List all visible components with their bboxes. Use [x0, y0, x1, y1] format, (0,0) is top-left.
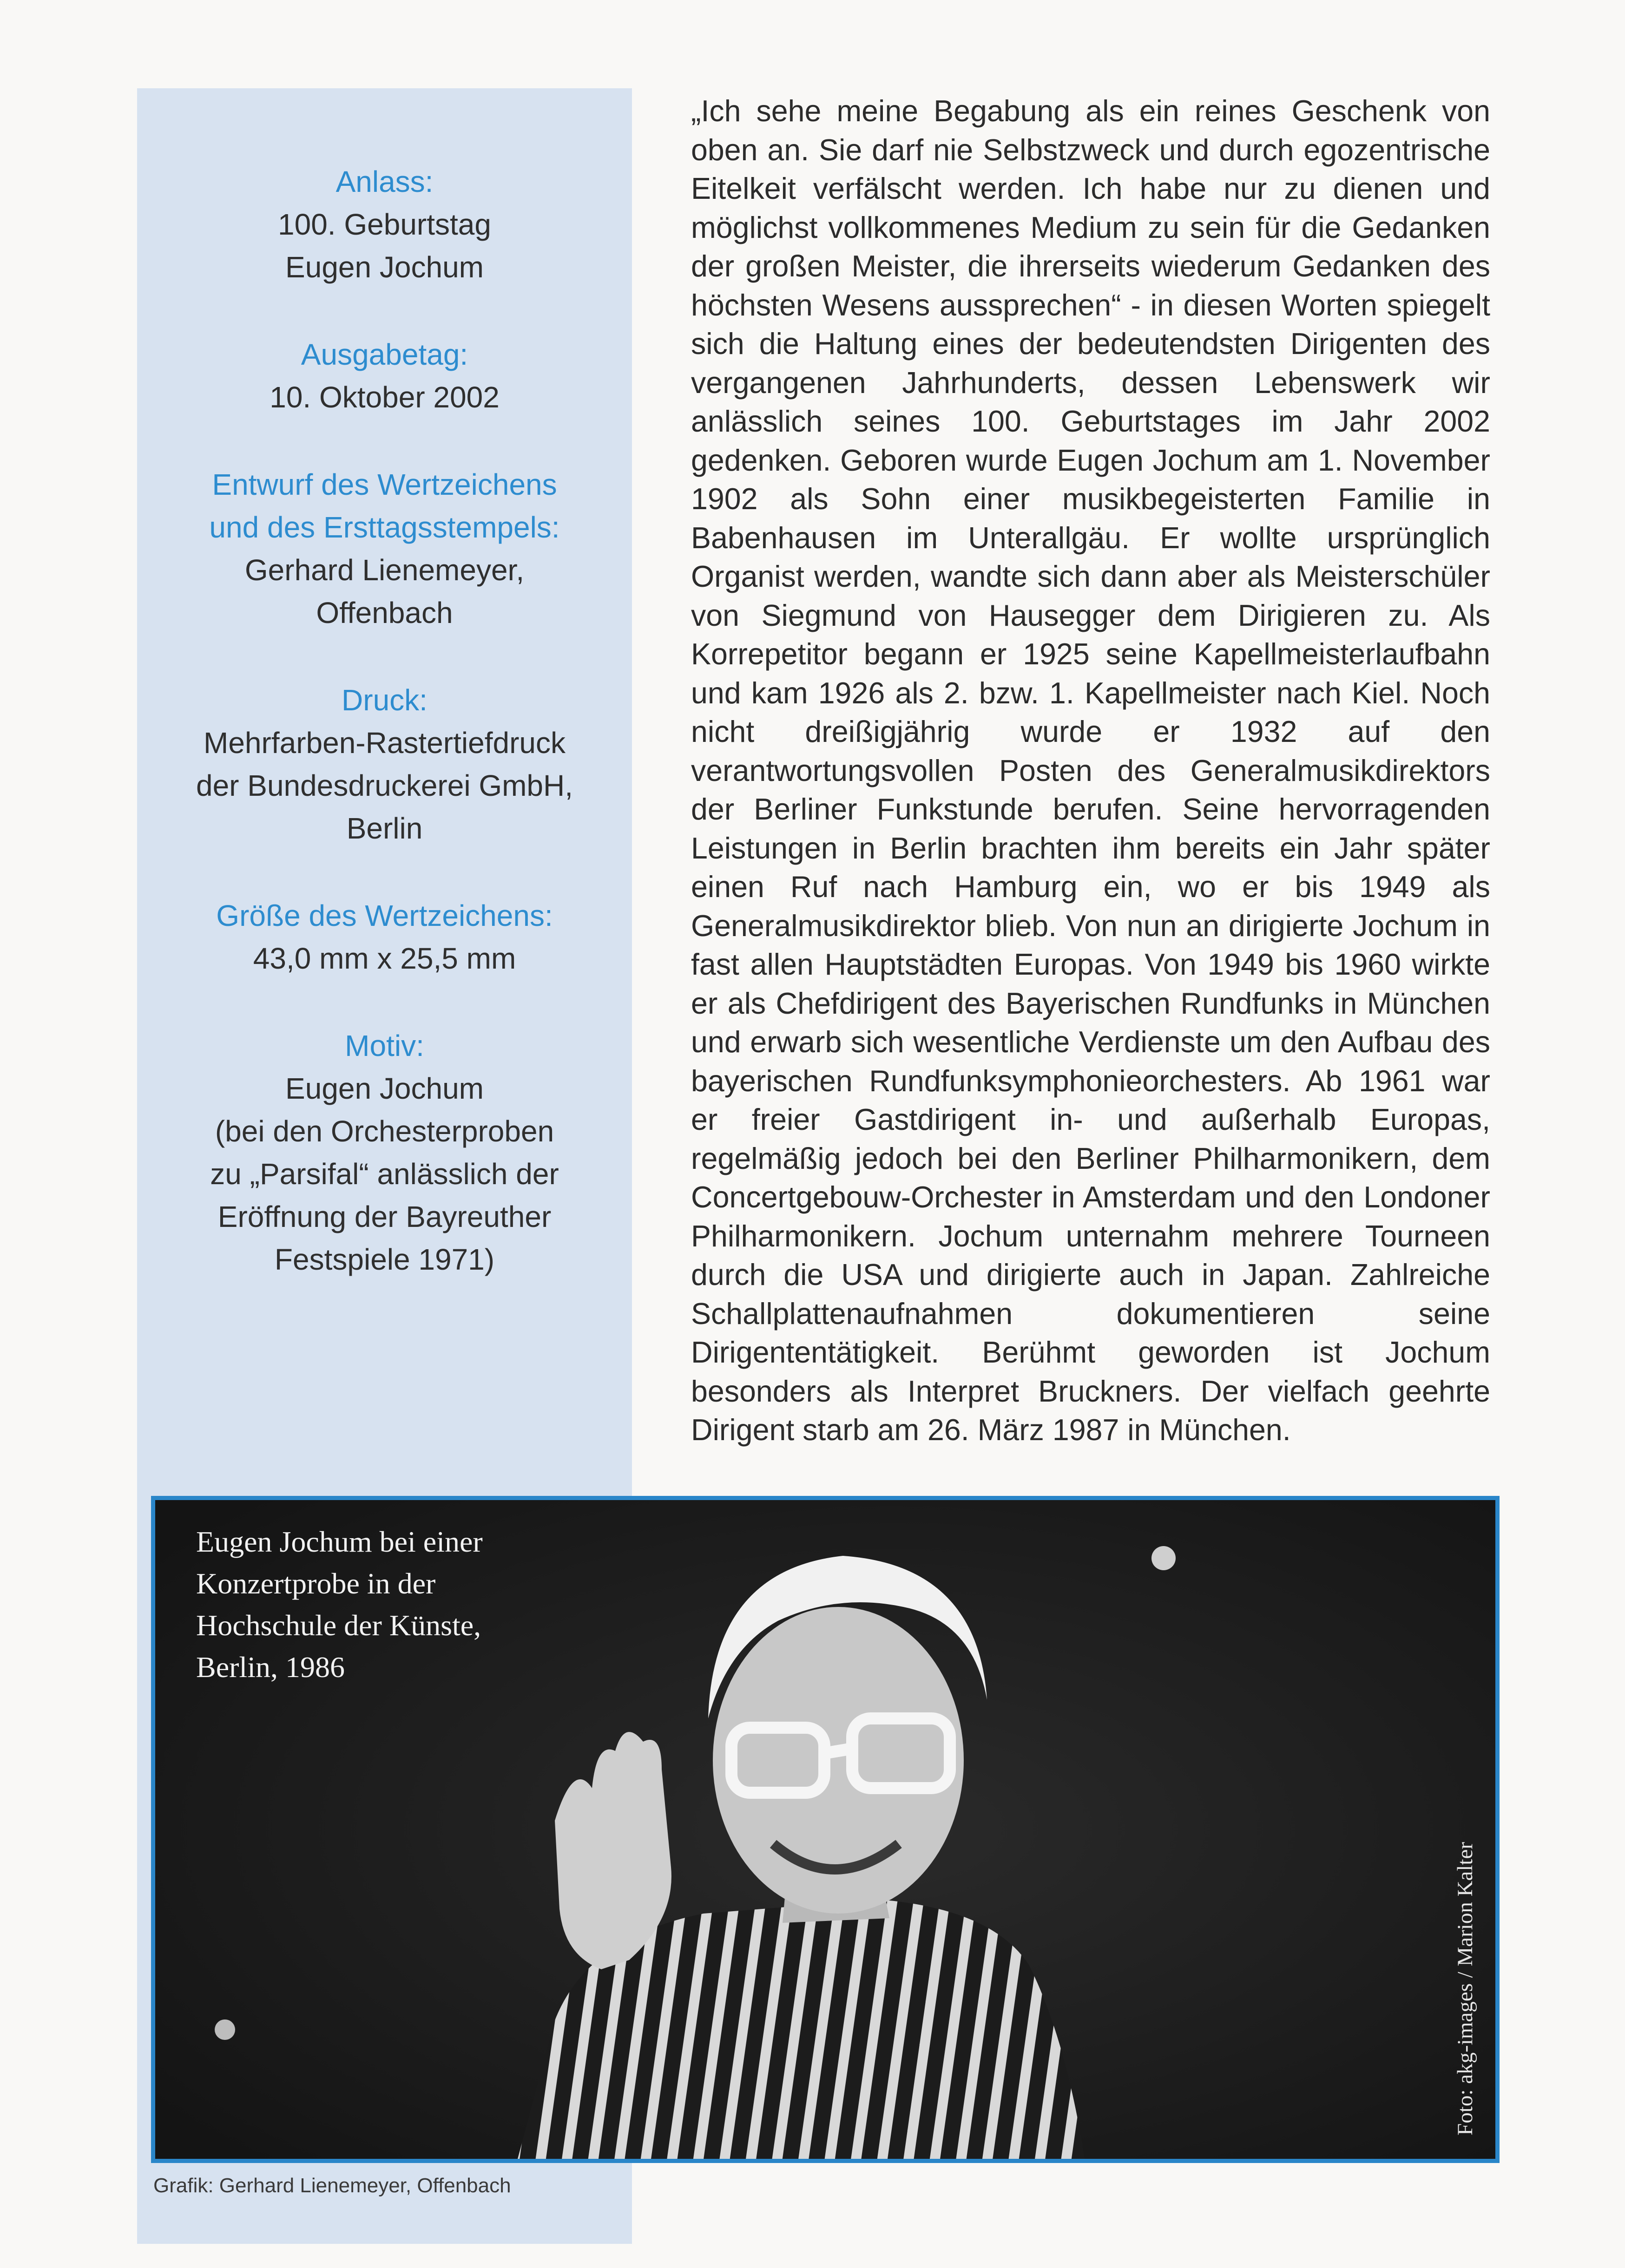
fact-value-line: Berlin [346, 812, 423, 845]
fact-value-line: 43,0 mm x 25,5 mm [253, 942, 516, 975]
fact-value-line: Gerhard Lienemeyer, [244, 553, 525, 587]
fact-value-line: der Bundesdruckerei GmbH, [196, 769, 573, 802]
fact-value-line: 100. Geburtstag [278, 208, 491, 241]
fact-value-line: Eröffnung der Bayreuther [217, 1200, 552, 1233]
fact-ausgabetag [137, 333, 632, 419]
fact-anlass [137, 160, 632, 288]
fact-value-line: Mehrfarben-Rastertiefdruck [204, 726, 566, 760]
caption-line: Hochschule der Künste, [196, 1609, 481, 1642]
fact-value-line: Eugen Jochum [285, 1072, 484, 1105]
fact-value-line: Festspiele 1971) [274, 1243, 495, 1276]
stage-light [215, 2019, 235, 2040]
fact-value-line: (bei den Orchesterproben [215, 1114, 554, 1148]
fact-label: Anlass: [336, 165, 434, 198]
stage-light [1151, 1546, 1176, 1570]
fact-motiv [137, 1024, 632, 1281]
fact-label: und des Ersttagsstempels: [209, 511, 560, 544]
fact-label: Ausgabetag: [301, 338, 468, 371]
photo-caption [196, 1521, 614, 1688]
fact-label: Größe des Wertzeichens: [216, 899, 553, 932]
fact-label: Entwurf des Wertzeichens [212, 468, 557, 501]
caption-line: Eugen Jochum bei einer [196, 1525, 483, 1558]
fact-value-line: Eugen Jochum [285, 250, 484, 284]
photo-frame [151, 1496, 1500, 2163]
caption-line: Konzertprobe in der [196, 1567, 436, 1600]
grafik-credit: Grafik: Gerhard Lienemeyer, Offenbach [153, 2174, 511, 2197]
fact-groesse [137, 894, 632, 980]
fact-value-line: 10. Oktober 2002 [270, 380, 500, 414]
stamp-facts [137, 160, 632, 1325]
fact-label: Motiv: [345, 1029, 424, 1062]
caption-line: Berlin, 1986 [196, 1651, 345, 1684]
fact-value-line: Offenbach [316, 596, 453, 629]
biography-text: „Ich sehe meine Begabung als ein reines Geschenk von oben an. Sie darf nie Selbstzweck und durch egozentrische Eitelkeit verfälscht werden. Ich habe nur zu dienen und möglichst vollkommenes Medium zu sein für die Gedanken der großen Meister, die ihrerseits wiederum Gedanken des höchsten Wesens aussprechen“ - in diesen Worten spiegelt sich die Haltung eines der bedeutendsten Dirigenten des vergangenen Jahrhunderts, dessen Lebenswerk wir anlässlich seines 100. Geburtstages im Jahr 2002 gedenken. Geboren wurde Eugen Jochum am 1. November 1902 als Sohn einer musikbegeisterten Familie in Babenhausen im Unterallgäu. Er wollte ursprünglich Organist werden, wandte sich dann aber als Meisterschüler von Siegmund von Hausegger dem Dirigieren zu. Als Korrepetitor begann er 1925 seine Kapellmeisterlaufbahn und kam 1926 als 2. bzw. 1. Kapellmeister nach Kiel. Noch nicht dreißigjährig wurde er 1932 auf den verantwortungsvollen Posten des Generalmusikdirektors der Berliner Funkstunde berufen. Seine hervorragenden Leistungen in Berlin brachten ihm bereits ein Jahr später einen Ruf nach Hamburg ein, wo er bis 1949 als Generalmusikdirektor blieb. Von nun an dirigierte Jochum in fast allen Hauptstädten Europas. Von 1949 bis 1960 wirkte er als Chefdirigent des Bayerischen Rundfunks in München und erwarb sich wesentliche Verdienste um den Aufbau des bayerischen Rundfunksymphonieorchesters. Ab 1961 war er freier Gastdirigent in- und außerhalb Europas, regelmäßig jedoch bei den Berliner Philharmonikern, dem Concertgebouw-Orchester in Amsterdam und den Londoner Philharmonikern. Jochum unternahm mehrere Tourneen durch die USA und dirigierte auch in Japan. Zahlreiche Schallplattenaufnahmen dokumentieren seine Dirigententätigkeit. Berühmt geworden ist Jochum besonders als Interpret Bruckners. Der vielfach geehrte Dirigent starb am 26. März 1987 in München. [691, 94, 1490, 1447]
photo-credit: Foto: akg-images / Marion Kalter [1453, 1842, 1477, 2136]
fact-druck [137, 679, 632, 850]
fact-entwurf [137, 463, 632, 634]
fact-label: Druck: [342, 683, 428, 717]
fact-value-line: zu „Parsifal“ anlässlich der [210, 1157, 559, 1191]
